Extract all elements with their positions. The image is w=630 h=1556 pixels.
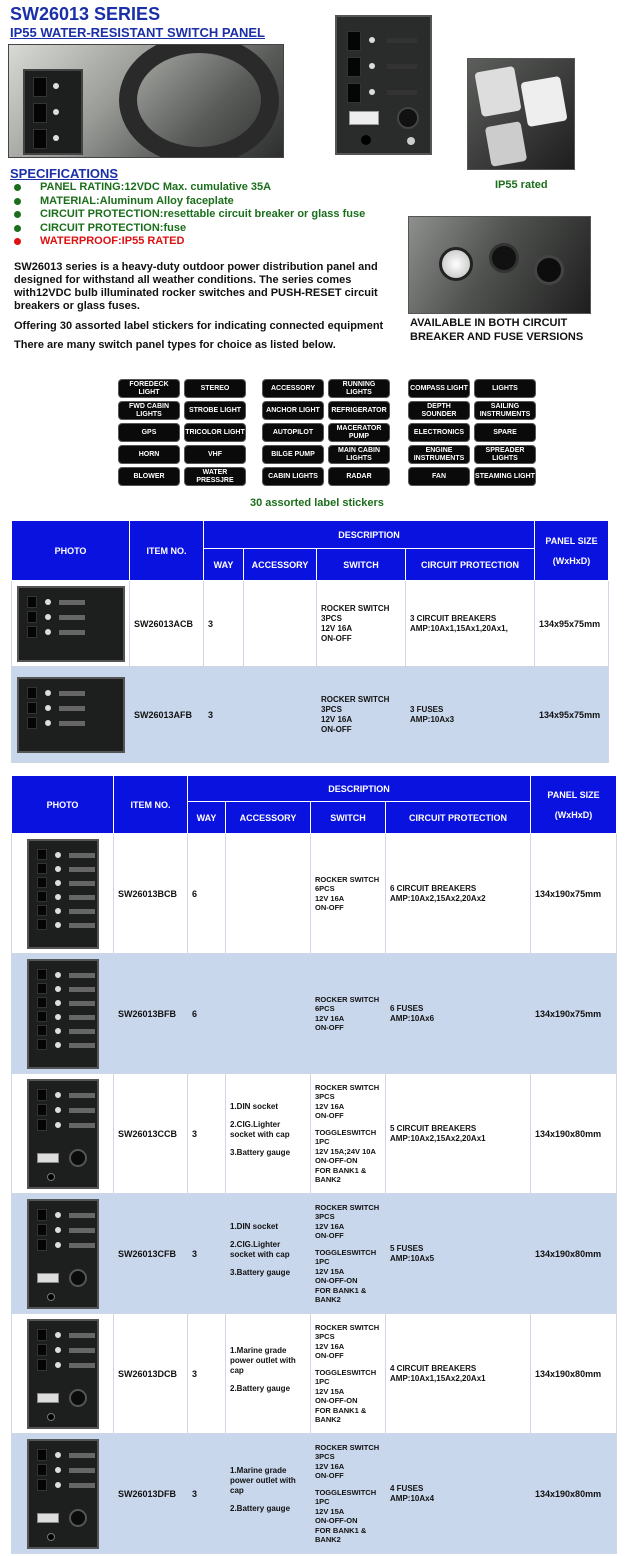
switch-spec-line: 3PCS bbox=[321, 613, 342, 623]
panel-size-value: 134x190x80mm bbox=[531, 1074, 617, 1194]
protection-spec bbox=[390, 1244, 526, 1264]
protection-spec-line: AMP:10Ax1,15Ax1,20Ax1, bbox=[410, 623, 508, 633]
switch-spec bbox=[315, 995, 381, 1033]
header-circuit-protection: CIRCUIT PROTECTION bbox=[386, 802, 531, 834]
switch-spec-line: 12V 16A bbox=[315, 1221, 345, 1231]
panel-photo bbox=[27, 839, 99, 949]
label-sticker: RADAR bbox=[328, 467, 390, 486]
protection-cell bbox=[386, 1434, 531, 1554]
item-number: SW26013CCB bbox=[114, 1074, 188, 1194]
header-description: DESCRIPTION bbox=[204, 521, 535, 549]
switch-spec-line: ON-OFF bbox=[315, 1231, 344, 1240]
spec-item: PANEL RATING:12VDC Max. cumulative 35A bbox=[14, 181, 365, 195]
product-table-1 bbox=[11, 520, 609, 763]
way-value: 3 bbox=[188, 1074, 226, 1194]
switch-spec-line: ROCKER SWITCH bbox=[315, 1442, 380, 1452]
accessory-item: 3.Battery gauge bbox=[230, 1267, 291, 1277]
photo-cell bbox=[12, 1314, 114, 1434]
photo-cell bbox=[12, 667, 130, 763]
label-sticker: ELECTRONICS bbox=[408, 423, 470, 442]
accessory-item: 1.Marine grade power outlet with cap bbox=[230, 1465, 296, 1495]
switch-spec bbox=[321, 604, 401, 644]
accessory-cell bbox=[226, 1074, 311, 1194]
panel-size-value: 134x190x80mm bbox=[531, 1314, 617, 1434]
label-sticker: ENGINE INSTRUMENTS bbox=[408, 445, 470, 464]
switch-spec-line: 12V 16A bbox=[321, 623, 353, 633]
header-photo: PHOTO bbox=[12, 521, 130, 581]
accessory-cell bbox=[226, 954, 311, 1074]
panel-photo bbox=[27, 1199, 99, 1309]
accessory-item: 2.CIG.Lighter socket with cap bbox=[230, 1239, 290, 1259]
table-row bbox=[12, 1434, 617, 1554]
table-row bbox=[12, 834, 617, 954]
label-sticker: TRICOLOR LIGHT bbox=[184, 423, 246, 442]
label-sticker: HORN bbox=[118, 445, 180, 464]
header-panel-size bbox=[535, 521, 609, 581]
switch-spec-line: 12V 16A bbox=[315, 1341, 345, 1351]
toggle-spec-line: 12V 15A bbox=[315, 1506, 345, 1516]
item-number: SW26013ACB bbox=[130, 581, 204, 667]
way-value: 3 bbox=[188, 1314, 226, 1434]
panel-size-value: 134x190x75mm bbox=[531, 954, 617, 1074]
label-sticker: BLOWER bbox=[118, 467, 180, 486]
switch-cell bbox=[311, 954, 386, 1074]
protection-spec bbox=[410, 614, 530, 634]
accessory-item: 2.CIG.Lighter socket with cap bbox=[230, 1119, 290, 1139]
versions-caption: AVAILABLE IN BOTH CIRCUIT BREAKER AND FUSE VERSIONS bbox=[410, 317, 584, 343]
switch-spec bbox=[315, 1083, 381, 1121]
protection-cell bbox=[386, 1314, 531, 1434]
switch-panel-graphic bbox=[23, 69, 83, 155]
protection-spec-line: AMP:10Ax2,15Ax2,20Ax1 bbox=[390, 1133, 486, 1143]
protection-spec bbox=[390, 1364, 526, 1384]
header-panel-size bbox=[531, 776, 617, 834]
protection-spec-line: AMP:10Ax6 bbox=[390, 1013, 435, 1023]
protection-cell bbox=[406, 667, 535, 763]
label-sticker: STEAMING LIGHT bbox=[474, 467, 536, 486]
toggle-spec-line: 1PC bbox=[315, 1257, 330, 1266]
label-sticker: FOREDECK LIGHT bbox=[118, 379, 180, 398]
toggle-spec-line: BANK2 bbox=[315, 1535, 341, 1544]
accessory-item: 2.Battery gauge bbox=[230, 1503, 291, 1513]
switch-spec-line: 12V 16A bbox=[315, 1013, 345, 1023]
panel-size-unit: (WxHxD) bbox=[552, 555, 591, 566]
panel-size-label: PANEL SIZE bbox=[547, 789, 600, 800]
accessory-item: 1.DIN socket bbox=[230, 1221, 279, 1231]
product-photo-panel bbox=[335, 15, 432, 155]
way-value: 6 bbox=[188, 834, 226, 954]
protection-spec-line: 5 FUSES bbox=[390, 1243, 424, 1253]
switch-spec-line: ROCKER SWITCH bbox=[315, 1322, 380, 1332]
switch-spec-line: ROCKER SWITCH bbox=[315, 1082, 380, 1092]
way-value: 3 bbox=[204, 581, 244, 667]
header-switch: SWITCH bbox=[317, 549, 406, 581]
accessory-item: 2.Battery gauge bbox=[230, 1383, 291, 1393]
accessory-item: 1.Marine grade power outlet with cap bbox=[230, 1345, 296, 1375]
switch-spec-line: 6PCS bbox=[315, 1004, 335, 1013]
header-way: WAY bbox=[188, 802, 226, 834]
accessory-cell bbox=[226, 1434, 311, 1554]
header-item-no: ITEM NO. bbox=[130, 521, 204, 581]
switch-spec-line: 12V 16A bbox=[315, 893, 345, 903]
switch-spec-line: 12V 16A bbox=[315, 1101, 345, 1111]
toggle-spec-line: FOR BANK1 & bbox=[315, 1525, 367, 1535]
label-sticker: WATER PRESSJRE bbox=[184, 467, 246, 486]
protection-spec-line: 3 FUSES bbox=[410, 704, 444, 714]
protection-cell bbox=[406, 581, 535, 667]
switch-cell bbox=[317, 667, 406, 763]
panel-photo bbox=[17, 586, 125, 662]
stickers-caption: 30 assorted label stickers bbox=[250, 497, 384, 509]
description-paragraph: There are many switch panel types for choice as listed below. bbox=[14, 339, 336, 351]
protection-spec-line: AMP:10Ax1,15Ax2,20Ax1 bbox=[390, 1373, 486, 1383]
label-sticker: ACCESSORY bbox=[262, 379, 324, 398]
panel-size-value: 134x190x80mm bbox=[531, 1194, 617, 1314]
label-sticker: STROBE LIGHT bbox=[184, 401, 246, 420]
switch-spec-line: 3PCS bbox=[315, 1212, 335, 1221]
switch-spec-line: ON-OFF bbox=[315, 1023, 344, 1032]
page-subtitle: IP55 WATER-RESISTANT SWITCH PANEL bbox=[10, 25, 265, 40]
protection-cell bbox=[386, 1194, 531, 1314]
item-number: SW26013DCB bbox=[114, 1314, 188, 1434]
toggle-spec-line: BANK2 bbox=[315, 1415, 341, 1424]
toggle-spec-line: 12V 15A bbox=[315, 1266, 345, 1276]
protection-spec bbox=[390, 1004, 526, 1024]
label-sticker: VHF bbox=[184, 445, 246, 464]
header-photo: PHOTO bbox=[12, 776, 114, 834]
accessory-item: 1.DIN socket bbox=[230, 1101, 279, 1111]
protection-spec-line: 6 FUSES bbox=[390, 1003, 424, 1013]
switch-spec-line: 3PCS bbox=[315, 1092, 335, 1101]
toggle-spec bbox=[315, 1488, 381, 1545]
protection-spec bbox=[410, 705, 530, 725]
label-sticker: REFRIGERATOR bbox=[328, 401, 390, 420]
photo-cell bbox=[12, 1074, 114, 1194]
specifications-list bbox=[14, 181, 365, 249]
switch-spec bbox=[315, 1203, 381, 1241]
protection-spec-line: AMP:10Ax5 bbox=[390, 1253, 435, 1263]
accessory-item: 3.Battery gauge bbox=[230, 1147, 291, 1157]
description-paragraph: SW26013 series is a heavy-duty outdoor power distribution panel and designed for withstand all weather conditions. The series comes with12VDC bulb illuminated rocker switches and PUSH-RESET circuit breakers or glass fuses. bbox=[14, 261, 378, 312]
way-value: 3 bbox=[188, 1194, 226, 1314]
table-row bbox=[12, 581, 609, 667]
ip55-photo bbox=[467, 58, 575, 170]
switch-cell bbox=[311, 1074, 386, 1194]
photo-cell bbox=[12, 834, 114, 954]
label-sticker: STEREO bbox=[184, 379, 246, 398]
toggle-spec-line: 1PC bbox=[315, 1497, 330, 1506]
toggle-spec-line: TOGGLESWITCH bbox=[315, 1247, 377, 1257]
panel-photo bbox=[27, 1319, 99, 1429]
label-sticker: FWD CABIN LIGHTS bbox=[118, 401, 180, 420]
toggle-spec-line: TOGGLESWITCH bbox=[315, 1487, 377, 1497]
switch-spec-line: 12V 16A bbox=[315, 1461, 345, 1471]
header-accessory: ACCESSORY bbox=[226, 802, 311, 834]
toggle-spec-line: 12V 15A bbox=[315, 1386, 345, 1396]
panel-photo bbox=[17, 677, 125, 753]
toggle-spec-line: FOR BANK1 & bbox=[315, 1165, 367, 1175]
item-number: SW26013AFB bbox=[130, 667, 204, 763]
spec-item: CIRCUIT PROTECTION:resettable circuit breaker or glass fuse bbox=[14, 208, 365, 222]
label-sticker: RUNNING LIGHTS bbox=[328, 379, 390, 398]
toggle-spec bbox=[315, 1368, 381, 1425]
switch-spec-line: ON-OFF bbox=[321, 724, 352, 734]
switch-spec-line: 12V 16A bbox=[321, 714, 353, 724]
protection-cell bbox=[386, 834, 531, 954]
panel-size-value: 134x95x75mm bbox=[535, 667, 609, 763]
protection-spec-line: AMP:10Ax4 bbox=[390, 1493, 435, 1503]
label-sticker: GPS bbox=[118, 423, 180, 442]
header-way: WAY bbox=[204, 549, 244, 581]
panel-photo bbox=[27, 1079, 99, 1189]
table-row bbox=[12, 1194, 617, 1314]
switch-spec-line: 3PCS bbox=[321, 704, 342, 714]
table-row bbox=[12, 667, 609, 763]
switch-spec-line: 6PCS bbox=[315, 884, 335, 893]
photo-cell bbox=[12, 954, 114, 1074]
toggle-spec-line: ON-OFF-ON bbox=[315, 1276, 358, 1285]
toggle-spec-line: 1PC bbox=[315, 1377, 330, 1386]
protection-spec-line: AMP:10Ax3 bbox=[410, 714, 455, 724]
item-number: SW26013BFB bbox=[114, 954, 188, 1074]
switch-cell bbox=[311, 1434, 386, 1554]
accessory-cell bbox=[226, 834, 311, 954]
header-description: DESCRIPTION bbox=[188, 776, 531, 802]
photo-cell bbox=[12, 1194, 114, 1314]
label-sticker: FAN bbox=[408, 467, 470, 486]
table-row bbox=[12, 954, 617, 1074]
way-value: 3 bbox=[204, 667, 244, 763]
switch-spec-line: ROCKER SWITCH bbox=[321, 694, 390, 704]
panel-size-unit: (WxHxD) bbox=[554, 809, 593, 820]
table-row bbox=[12, 1074, 617, 1194]
switch-spec bbox=[315, 875, 381, 913]
label-sticker: AUTOPILOT bbox=[262, 423, 324, 442]
specifications-heading: SPECIFICATIONS bbox=[10, 166, 119, 181]
toggle-spec-line: BANK2 bbox=[315, 1295, 341, 1304]
protection-spec-line: 4 CIRCUIT BREAKERS bbox=[390, 1363, 477, 1373]
accessory-cell bbox=[244, 581, 317, 667]
label-sticker: SAILING INSTRUMENTS bbox=[474, 401, 536, 420]
description-paragraph: Offering 30 assorted label stickers for indicating connected equipment bbox=[14, 320, 384, 332]
item-number: SW26013DFB bbox=[114, 1434, 188, 1554]
protection-spec-line: 3 CIRCUIT BREAKERS bbox=[410, 613, 497, 623]
protection-spec bbox=[390, 1484, 526, 1504]
switch-spec-line: 3PCS bbox=[315, 1332, 335, 1341]
panel-photo bbox=[27, 1439, 99, 1549]
accessory-cell bbox=[226, 1194, 311, 1314]
label-sticker: DEPTH SOUNDER bbox=[408, 401, 470, 420]
spec-item: CIRCUIT PROTECTION:fuse bbox=[14, 222, 365, 236]
photo-cell bbox=[12, 1434, 114, 1554]
panel-size-value: 134x190x75mm bbox=[531, 834, 617, 954]
switch-spec-line: ROCKER SWITCH bbox=[315, 994, 380, 1004]
protection-spec-line: 4 FUSES bbox=[390, 1483, 424, 1493]
switch-spec-line: 3PCS bbox=[315, 1452, 335, 1461]
switch-spec bbox=[315, 1323, 381, 1361]
page-title: SW26013 SERIES bbox=[10, 4, 161, 24]
label-sticker: MAIN CABIN LIGHTS bbox=[328, 445, 390, 464]
switch-cell bbox=[311, 1194, 386, 1314]
toggle-spec-line: FOR BANK1 & bbox=[315, 1285, 367, 1295]
way-value: 6 bbox=[188, 954, 226, 1074]
table-row bbox=[12, 1314, 617, 1434]
protection-spec-line: AMP:10Ax2,15Ax2,20Ax2 bbox=[390, 893, 486, 903]
spec-item: WATERPROOF:IP55 RATED bbox=[14, 235, 365, 249]
header-switch: SWITCH bbox=[311, 802, 386, 834]
toggle-spec-line: FOR BANK1 & bbox=[315, 1405, 367, 1415]
product-table-2 bbox=[11, 775, 617, 1554]
versions-photo bbox=[408, 216, 591, 314]
label-sticker: COMPASS LIGHT bbox=[408, 379, 470, 398]
toggle-spec-line: BANK2 bbox=[315, 1175, 341, 1184]
toggle-spec bbox=[315, 1248, 381, 1305]
protection-spec bbox=[390, 1124, 526, 1144]
panel-size-value: 134x190x80mm bbox=[531, 1434, 617, 1554]
switch-spec-line: ROCKER SWITCH bbox=[315, 1202, 380, 1212]
way-value: 3 bbox=[188, 1434, 226, 1554]
panel-size-value: 134x95x75mm bbox=[535, 581, 609, 667]
label-sticker: SPREADER LIGHTS bbox=[474, 445, 536, 464]
switch-spec-line: ON-OFF bbox=[315, 1111, 344, 1120]
switch-cell bbox=[311, 834, 386, 954]
steering-wheel-graphic bbox=[119, 44, 279, 158]
label-sticker: SPARE bbox=[474, 423, 536, 442]
label-sticker: MACERATOR PUMP bbox=[328, 423, 390, 442]
label-sticker: BILGE PUMP bbox=[262, 445, 324, 464]
toggle-spec-line: 1PC bbox=[315, 1137, 330, 1146]
protection-cell bbox=[386, 954, 531, 1074]
toggle-spec-line: ON-OFF-ON bbox=[315, 1156, 358, 1165]
protection-cell bbox=[386, 1074, 531, 1194]
switch-cell bbox=[317, 581, 406, 667]
switch-spec-line: ROCKER SWITCH bbox=[315, 874, 380, 884]
switch-spec-line: ON-OFF bbox=[315, 903, 344, 912]
item-number: SW26013BCB bbox=[114, 834, 188, 954]
switch-spec bbox=[315, 1443, 381, 1481]
toggle-spec-line: ON-OFF-ON bbox=[315, 1396, 358, 1405]
label-sticker: ANCHOR LIGHT bbox=[262, 401, 324, 420]
toggle-spec-line: TOGGLESWITCH bbox=[315, 1367, 377, 1377]
protection-spec-line: 6 CIRCUIT BREAKERS bbox=[390, 883, 477, 893]
panel-size-label: PANEL SIZE bbox=[545, 535, 598, 546]
ip55-caption: IP55 rated bbox=[495, 179, 548, 191]
switch-spec-line: ON-OFF bbox=[321, 633, 352, 643]
toggle-spec-line: TOGGLESWITCH bbox=[315, 1127, 377, 1137]
toggle-spec bbox=[315, 1128, 381, 1185]
dashboard-photo bbox=[8, 44, 284, 158]
switch-spec-line: ON-OFF bbox=[315, 1471, 344, 1480]
toggle-spec-line: ON-OFF-ON bbox=[315, 1516, 358, 1525]
accessory-cell bbox=[226, 1314, 311, 1434]
protection-spec bbox=[390, 884, 526, 904]
switch-spec-line: ON-OFF bbox=[315, 1351, 344, 1360]
label-sticker: CABIN LIGHTS bbox=[262, 467, 324, 486]
panel-photo bbox=[27, 959, 99, 1069]
header-item-no: ITEM NO. bbox=[114, 776, 188, 834]
switch-spec-line: ROCKER SWITCH bbox=[321, 603, 390, 613]
toggle-spec-line: 12V 15A;24V 10A bbox=[315, 1146, 376, 1156]
photo-cell bbox=[12, 581, 130, 667]
header-accessory: ACCESSORY bbox=[244, 549, 317, 581]
spec-item: MATERIAL:Aluminum Alloy faceplate bbox=[14, 195, 365, 209]
switch-cell bbox=[311, 1314, 386, 1434]
switch-spec bbox=[321, 695, 401, 735]
accessory-cell bbox=[244, 667, 317, 763]
label-sticker: LIGHTS bbox=[474, 379, 536, 398]
protection-spec-line: 5 CIRCUIT BREAKERS bbox=[390, 1123, 477, 1133]
header-circuit-protection: CIRCUIT PROTECTION bbox=[406, 549, 535, 581]
item-number: SW26013CFB bbox=[114, 1194, 188, 1314]
